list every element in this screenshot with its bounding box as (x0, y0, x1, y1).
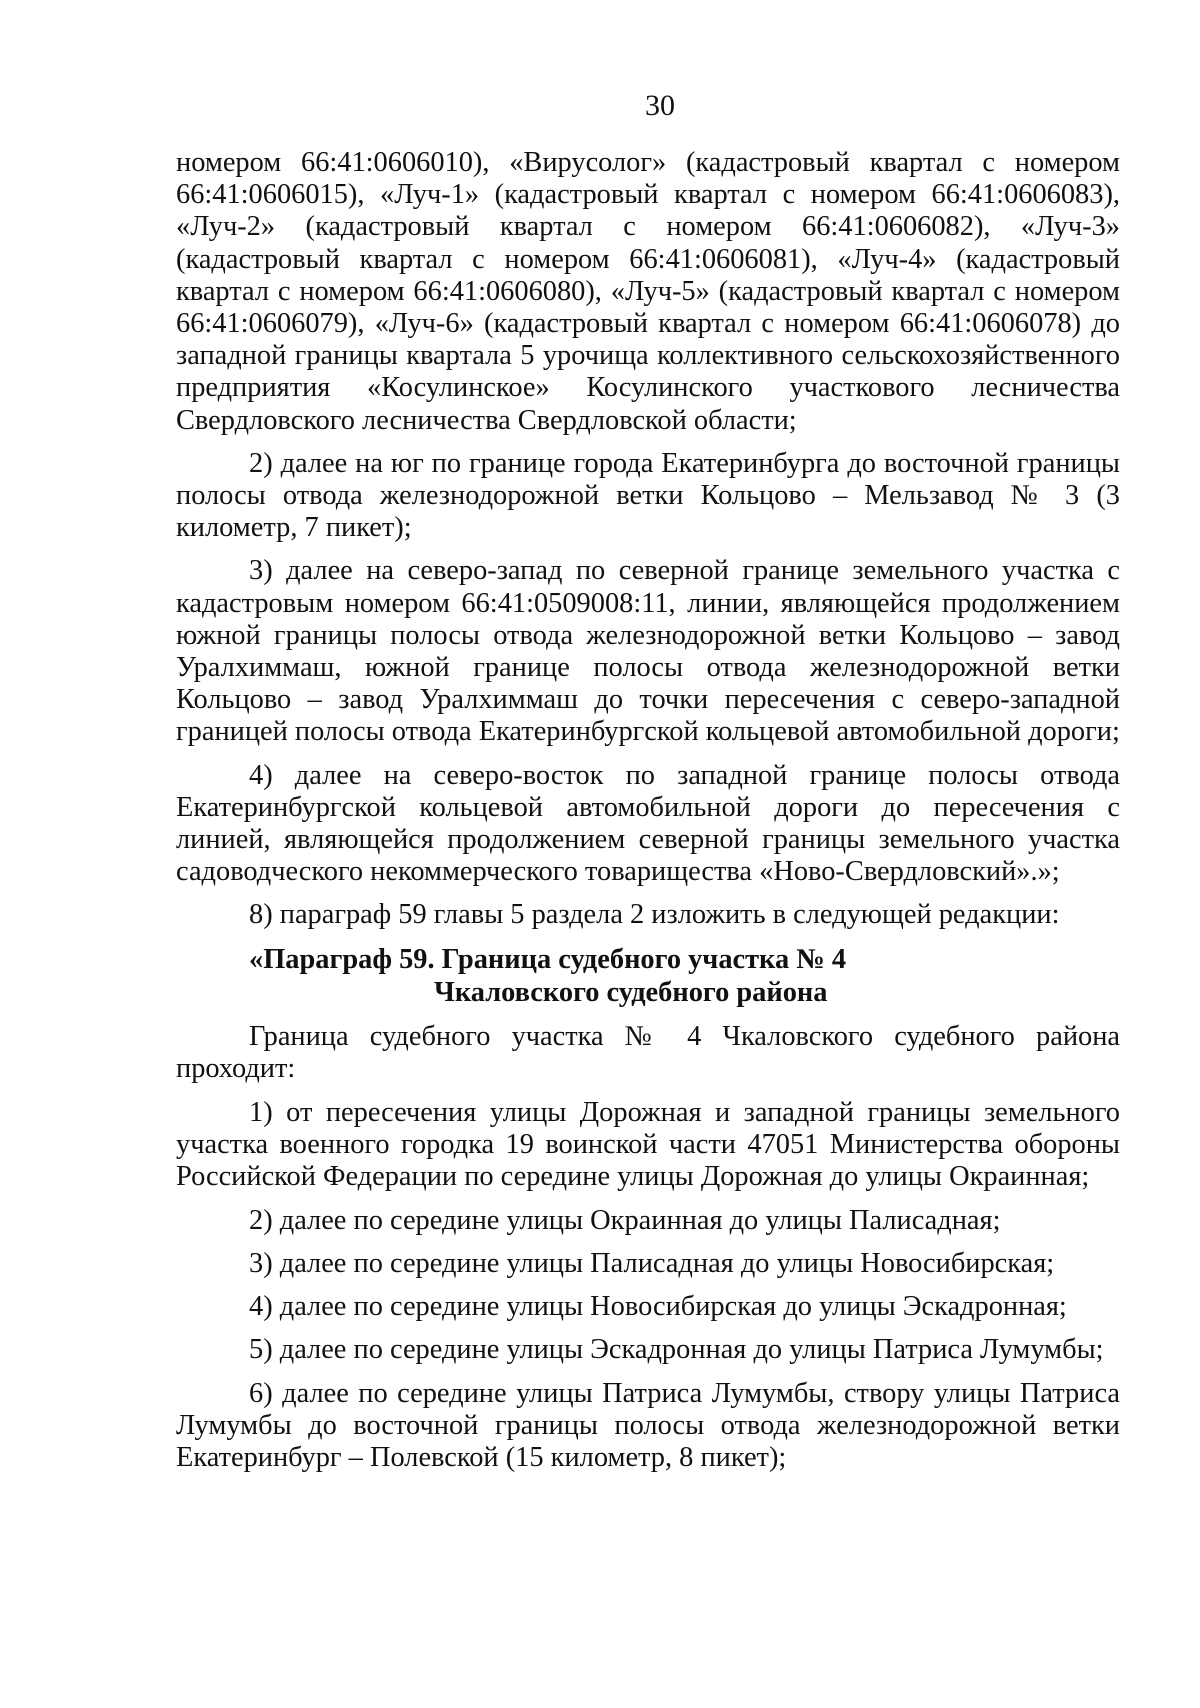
paragraph-item-4: 4) далее на северо-восток по западной границе полосы отвода Екатеринбургской кольцевой автомобильной дороги до пересечения с линией, являющейся продолжением северной границы земельного участка садоводческого некоммерческого товарищества «Ново-Свердловский».»; (176, 759, 1120, 888)
section-heading (176, 943, 1120, 1009)
paragraph-boundary-4: 4) далее по середине улицы Новосибирская до улицы Эскадронная; (249, 1291, 1067, 1323)
paragraph-item-3: 3) далее на северо-запад по северной границе земельного участка с кадастровым номером 66:41:0509008:11, линии, являющейся продолжением южной границы полосы отвода железнодорожной ветки Кольцово – завод Уралхиммаш, южной границе полосы отвода железнодорожной ветки Кольцово – завод Уралхиммаш до точки пересечения с северо-западной границей полосы отвода Екатеринбургской кольцевой автомобильной дороги; (176, 555, 1120, 748)
paragraph-boundary-2: 2) далее по середине улицы Окраинная до улицы Палисадная; (249, 1204, 1001, 1236)
page-number: 30 (645, 89, 675, 122)
paragraph-item-8: 8) параграф 59 главы 5 раздела 2 изложить в следующей редакции: (249, 899, 1060, 931)
paragraph-continuation: номером 66:41:0606010), «Вирусолог» (кадастровый квартал с номером 66:41:0606015), «Луч-1» (кадастровый квартал с номером 66:41:0606083), «Луч-2» (кадастровый квартал с номером 66:41:0606082), «Луч-3» (кадастровый квартал с номером 66:41:0606081), «Луч-4» (кадастровый квартал с номером 66:41:0606080), «Луч-5» (кадастровый квартал с номером 66:41:0606079), «Луч-6» (кадастровый квартал с номером 66:41:0606078) до западной границы квартала 5 урочища коллективного сельскохозяйственного предприятия «Косулинское» Косулинского участкового лесничества Свердловского лесничества Свердловской области; (176, 147, 1120, 436)
paragraph-item-2: 2) далее на юг по границе города Екатеринбурга до восточной границы полосы отвода железнодорожной ветки Кольцово – Мельзавод № 3 (3 километр, 7 пикет); (176, 447, 1120, 544)
heading-line-2: Чкаловского судебного района (434, 976, 828, 1008)
paragraph-boundary-5: 5) далее по середине улицы Эскадронная до улицы Патриса Лумумбы; (249, 1334, 1104, 1366)
paragraph-boundary-1: 1) от пересечения улицы Дорожная и западной границы земельного участка военного городка 19 воинской части 47051 Министерства обороны Российской Федерации по середине улицы Дорожная до улицы Окраинная; (176, 1097, 1120, 1193)
heading-line-1: «Параграф 59. Граница судебного участка № 4 (249, 943, 847, 975)
document-body (176, 147, 1120, 1485)
paragraph-boundary-6: 6) далее по середине улицы Патриса Лумумбы, створу улицы Патриса Лумумбы до восточной границы полосы отвода железнодорожной ветки Екатеринбург – Полевской (15 километр, 8 пикет); (176, 1377, 1120, 1473)
paragraph-intro: Граница судебного участка № 4 Чкаловского судебного района проходит: (176, 1020, 1120, 1084)
paragraph-boundary-3: 3) далее по середине улицы Палисадная до улицы Новосибирская; (249, 1247, 1055, 1279)
